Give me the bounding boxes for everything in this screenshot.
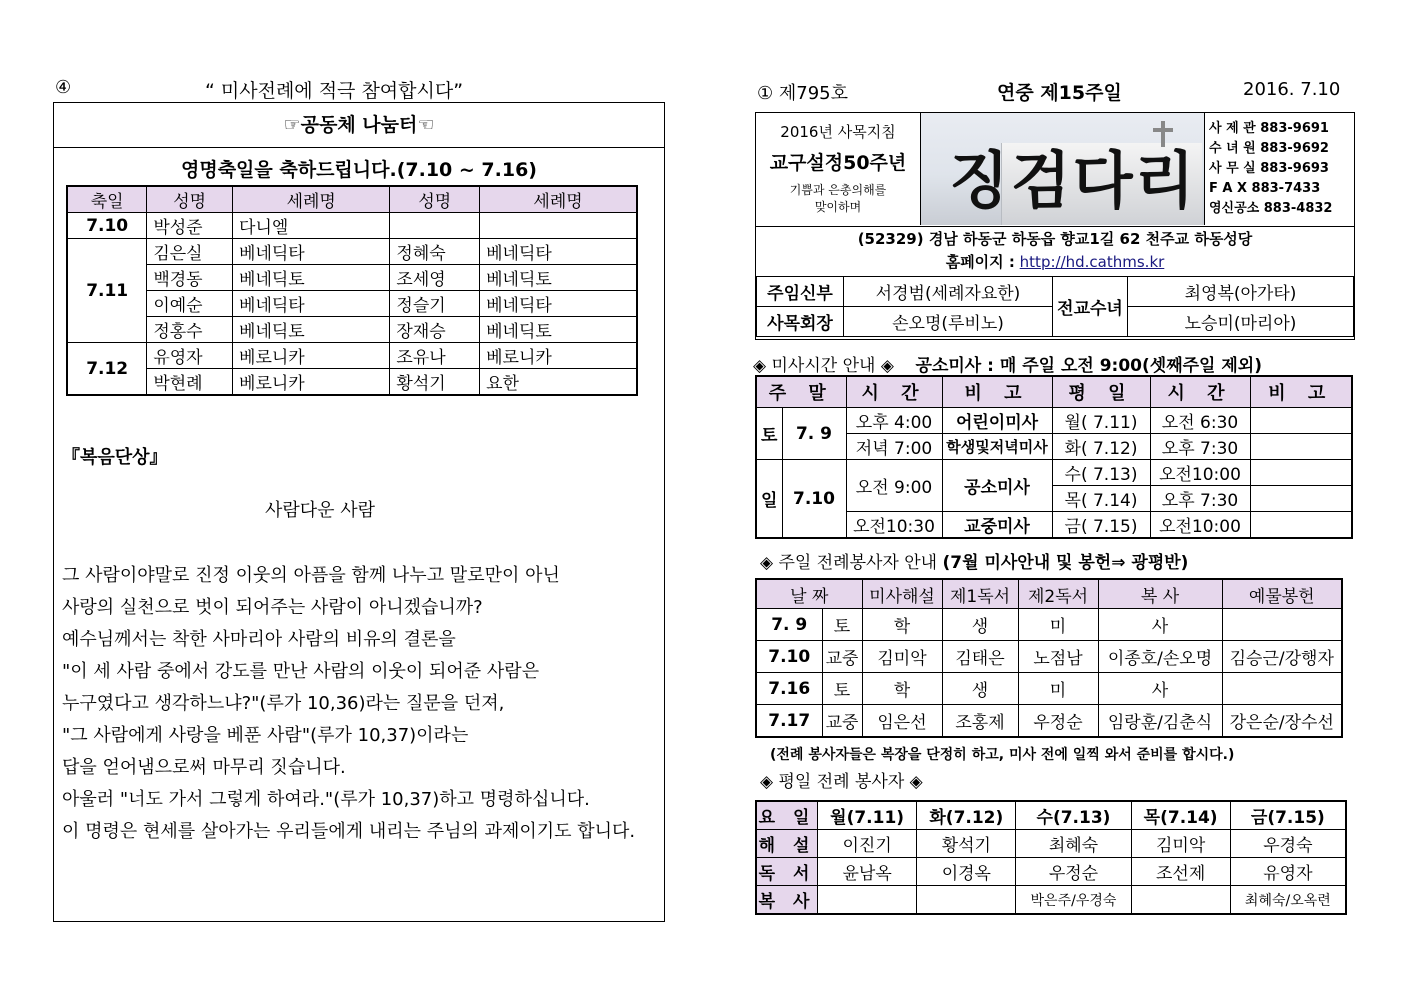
weekday-note <box>1250 434 1352 460</box>
liturgical-week-title: 연중 제15주일 <box>997 82 1122 104</box>
weekday-time: 오전10:00 <box>1150 512 1250 539</box>
mass-note: 학생및저녁미사 <box>942 434 1052 460</box>
council-label: 사목회장 <box>757 307 844 337</box>
cell: 베네딕타 <box>480 291 637 317</box>
cell <box>917 886 1016 915</box>
weekday-time: 오전10:00 <box>1150 460 1250 486</box>
weekday-date: 수( 7.13) <box>1052 460 1150 486</box>
header-weekend: 주 말 <box>756 376 846 408</box>
cell: 정슬기 <box>390 291 480 317</box>
newsletter-title: 징검다리 <box>949 144 1197 217</box>
pastoral-motto <box>756 113 921 225</box>
header-day: 요 일 <box>756 801 818 830</box>
mass-time: 오전 9:00 <box>846 460 942 512</box>
contact-item: 영신공소 883-4832 <box>1209 201 1333 216</box>
council-name: 손오명(루비노) <box>844 307 1053 337</box>
mass-times-heading <box>753 351 1262 376</box>
cell: 박은주/우경숙 <box>1016 886 1131 915</box>
cell: 베네딕타 <box>233 239 390 265</box>
weekend-day: 토 <box>756 408 782 460</box>
table-row <box>67 369 637 396</box>
header-fri: 금(7.15) <box>1230 801 1346 830</box>
servers-heading-label: ◈ 주일 전례봉사자 안내 <box>760 553 938 573</box>
gospel-reflection-title: 사람다운 사람 <box>264 500 376 521</box>
cell: 베네딕타 <box>233 291 390 317</box>
table-row <box>67 239 637 265</box>
header-baptism-name: 세례명 <box>233 186 390 213</box>
community-section <box>53 102 665 922</box>
cell: 유영자 <box>147 343 233 369</box>
contact-item: F A X 883-7433 <box>1209 181 1321 196</box>
server-date: 7.17 <box>756 705 822 738</box>
cell: 베네딕토 <box>480 317 637 343</box>
header-baptism-name: 세례명 <box>480 186 637 213</box>
header-note: 비 고 <box>942 376 1052 408</box>
sunday-servers-table <box>755 578 1343 738</box>
cell: 김미악 <box>862 641 942 673</box>
cell: 최혜숙 <box>1016 830 1131 858</box>
cell: 미 <box>1018 609 1098 641</box>
header-mon: 월(7.11) <box>818 801 917 830</box>
sister-name: 노승미(마리아) <box>1128 307 1354 337</box>
reflection-line: 답을 얻어냄으로써 마무리 짓습니다. <box>62 757 346 778</box>
mass-table-header <box>756 376 1352 408</box>
feast-date: 7.10 <box>67 213 147 239</box>
contact-item: 사 무 실 883-9693 <box>1209 161 1329 176</box>
cell: 임랑훈/김춘식 <box>1098 705 1222 738</box>
role-label: 독 서 <box>756 858 818 886</box>
homepage-label: 홈페이지 : <box>945 253 1015 271</box>
cell: 우경숙 <box>1230 830 1346 858</box>
header-wed: 수(7.13) <box>1016 801 1131 830</box>
reflection-line: 그 사람이야말로 진정 이웃의 아픔을 함께 나누고 말로만이 아닌 <box>62 565 560 586</box>
cell: 강은순/장수선 <box>1222 705 1342 738</box>
left-page-number: ④ <box>55 77 72 98</box>
server-mass-type: 교중 <box>822 641 862 673</box>
header-thu: 목(7.14) <box>1131 801 1230 830</box>
weekend-date: 7. 9 <box>782 408 846 460</box>
cell: 베네딕토 <box>480 265 637 291</box>
table-row <box>756 858 1346 886</box>
table-row <box>756 512 1352 539</box>
weekday-date: 금( 7.15) <box>1052 512 1150 539</box>
table-row <box>67 213 637 239</box>
cell: 베네딕타 <box>480 239 637 265</box>
table-row <box>756 434 1352 460</box>
role-label: 해 설 <box>756 830 818 858</box>
cell: 학 <box>862 609 942 641</box>
table-row <box>756 886 1346 915</box>
cell <box>818 886 917 915</box>
reflection-line: 누구였다고 생각하느냐?"(루가 10,36)라는 질문을 던져, <box>62 693 505 714</box>
feast-date: 7.12 <box>67 343 147 396</box>
server-mass-type: 교중 <box>822 705 862 738</box>
header-commentator: 미사해설 <box>862 579 942 609</box>
cell: 김은실 <box>147 239 233 265</box>
server-date: 7.16 <box>756 673 822 705</box>
homepage-link[interactable]: http://hd.cathms.kr <box>1019 253 1165 271</box>
weekday-time: 오후 7:30 <box>1150 486 1250 512</box>
weekday-servers-table <box>755 800 1347 915</box>
table-row <box>757 277 1354 307</box>
cell: 요한 <box>480 369 637 396</box>
left-page-motto: “ 미사전례에 적극 참여합시다” <box>205 80 464 102</box>
cell: 임은선 <box>862 705 942 738</box>
pastor-name: 서경범(세례자요한) <box>844 277 1053 307</box>
cell: 김태은 <box>942 641 1018 673</box>
sister-label: 전교수녀 <box>1053 277 1128 337</box>
weekday-note <box>1250 460 1352 486</box>
cell: 학 <box>862 673 942 705</box>
weekday-servers-heading: ◈ 평일 전례 봉사자 ◈ <box>760 772 923 792</box>
header-name: 성명 <box>147 186 233 213</box>
header-time: 시 간 <box>846 376 942 408</box>
cell: 황석기 <box>390 369 480 396</box>
cell: 이진기 <box>818 830 917 858</box>
newsletter-banner <box>921 113 1204 225</box>
weekend-date: 7.10 <box>782 460 846 539</box>
motto-sub: 기쁨과 은총의해를 <box>789 183 887 197</box>
mass-times-table <box>755 375 1353 539</box>
mass-heading-label: ◈ 미사시간 안내 ◈ <box>753 356 894 376</box>
servers-heading-note: (7월 미사안내 및 봉헌⇒ 광평반) <box>942 553 1189 573</box>
weekday-time: 오전 6:30 <box>1150 408 1250 434</box>
weekday-table-header <box>756 801 1346 830</box>
cell: 사 <box>1098 609 1222 641</box>
cell: 박현례 <box>147 369 233 396</box>
issue-number: ① 제795호 <box>757 83 848 104</box>
header-weekday: 평 일 <box>1052 376 1150 408</box>
servers-table-header <box>756 579 1342 609</box>
cell: 조유나 <box>390 343 480 369</box>
cell: 우정순 <box>1016 858 1131 886</box>
cell: 우정순 <box>1018 705 1098 738</box>
cell: 조선제 <box>1131 858 1230 886</box>
mass-time: 저녁 7:00 <box>846 434 942 460</box>
cell: 최혜숙/오옥련 <box>1230 886 1346 915</box>
gospel-reflection-body <box>62 561 635 849</box>
header-first-reading: 제1독서 <box>942 579 1018 609</box>
reflection-line: 사랑의 실천으로 벗이 되어주는 사람이 아니겠습니까? <box>62 597 483 618</box>
table-row <box>756 830 1346 858</box>
cell: 생 <box>942 673 1018 705</box>
cell: 정홍수 <box>147 317 233 343</box>
mass-note: 어린이미사 <box>942 408 1052 434</box>
cell: 이예순 <box>147 291 233 317</box>
issue-date: 2016. 7.10 <box>1243 79 1341 100</box>
header-time: 시 간 <box>1150 376 1250 408</box>
cell: 유영자 <box>1230 858 1346 886</box>
cell <box>390 213 480 239</box>
table-row <box>67 317 637 343</box>
server-date: 7. 9 <box>756 609 822 641</box>
cell: 미 <box>1018 673 1098 705</box>
table-row <box>756 609 1342 641</box>
header-feast-date: 축일 <box>67 186 147 213</box>
header-date: 날 짜 <box>756 579 862 609</box>
cell: 김승근/강행자 <box>1222 641 1342 673</box>
header-second-reading: 제2독서 <box>1018 579 1098 609</box>
cell: 노점남 <box>1018 641 1098 673</box>
weekday-note <box>1250 408 1352 434</box>
reflection-line: 예수님께서는 착한 사마리아 사람의 비유의 결론을 <box>62 629 456 650</box>
contact-list <box>1204 113 1355 225</box>
clergy-table <box>756 276 1354 337</box>
feast-table-header <box>67 186 637 213</box>
table-row <box>67 291 637 317</box>
weekday-time: 오후 7:30 <box>1150 434 1250 460</box>
cell: 베로니카 <box>233 369 390 396</box>
table-row <box>756 705 1342 738</box>
cell: 장재승 <box>390 317 480 343</box>
feast-date: 7.11 <box>67 239 147 343</box>
cell: 이경옥 <box>917 858 1016 886</box>
motto-year: 2016년 사목지침 <box>780 123 896 141</box>
cell: 이종호/손오명 <box>1098 641 1222 673</box>
homepage-line <box>756 251 1354 275</box>
contact-item: 수 녀 원 883-9692 <box>1209 141 1329 156</box>
mass-note: 교중미사 <box>942 512 1052 539</box>
feast-day-table <box>66 185 638 396</box>
cell: 베네딕토 <box>233 317 390 343</box>
server-date: 7.10 <box>756 641 822 673</box>
pastor-label: 주임신부 <box>757 277 844 307</box>
community-section-title: ☞공동체 나눔터☜ <box>54 103 664 148</box>
mission-mass-note: 공소미사 : 매 주일 오전 9:00(셋째주일 제외) <box>915 356 1262 376</box>
table-row <box>67 343 637 369</box>
motto-main: 교구설정50주년 <box>769 152 907 174</box>
contact-item: 사 제 관 883-9691 <box>1209 121 1329 136</box>
cell: 조홍제 <box>942 705 1018 738</box>
table-row <box>756 673 1342 705</box>
role-label: 복 사 <box>756 886 818 915</box>
cell: 김미악 <box>1131 830 1230 858</box>
sunday-servers-heading <box>760 548 1188 573</box>
cell: 베네딕토 <box>233 265 390 291</box>
cell: 정혜숙 <box>390 239 480 265</box>
gospel-reflection-label: 『복음단상』 <box>62 447 168 468</box>
church-address: (52329) 경남 하동군 하동읍 향교1길 62 천주교 하동성당 <box>756 226 1354 251</box>
cell <box>1222 673 1342 705</box>
cell: 조세영 <box>390 265 480 291</box>
weekend-day: 일 <box>756 460 782 539</box>
reflection-line: "그 사람에게 사랑을 베푼 사람"(루가 10,37)이라는 <box>62 725 469 746</box>
cell: 베로니카 <box>233 343 390 369</box>
table-row <box>756 460 1352 486</box>
weekday-date: 목( 7.14) <box>1052 486 1150 512</box>
cell: 윤남옥 <box>818 858 917 886</box>
weekday-note <box>1250 486 1352 512</box>
table-row <box>756 641 1342 673</box>
servers-footnote: (전례 봉사자들은 복장을 단정히 하고, 미사 전에 일찍 와서 준비를 합시다.) <box>770 747 1235 763</box>
masthead <box>755 112 1355 340</box>
cell: 박성준 <box>147 213 233 239</box>
table-row <box>756 408 1352 434</box>
header-note: 비 고 <box>1250 376 1352 408</box>
weekday-date: 화( 7.12) <box>1052 434 1150 460</box>
header-altar-server: 복 사 <box>1098 579 1222 609</box>
cell <box>480 213 637 239</box>
motto-sub: 맞이하며 <box>814 200 862 214</box>
cell: 다니엘 <box>233 213 390 239</box>
header-offertory: 예물봉헌 <box>1222 579 1342 609</box>
mass-time: 오전10:30 <box>846 512 942 539</box>
server-mass-type: 토 <box>822 673 862 705</box>
cell: 베로니카 <box>480 343 637 369</box>
reflection-line: 이 명령은 현세를 살아가는 우리들에게 내리는 주님의 과제이기도 합니다. <box>62 821 636 842</box>
cell <box>1131 886 1230 915</box>
sister-name: 최영복(아가타) <box>1128 277 1354 307</box>
feast-day-title: 영명축일을 축하드립니다.(7.10 ~ 7.16) <box>180 159 537 181</box>
weekday-note <box>1250 512 1352 539</box>
weekday-date: 월( 7.11) <box>1052 408 1150 434</box>
cell: 황석기 <box>917 830 1016 858</box>
server-mass-type: 토 <box>822 609 862 641</box>
cell: 백경동 <box>147 265 233 291</box>
mass-note: 공소미사 <box>942 460 1052 512</box>
mass-time: 오후 4:00 <box>846 408 942 434</box>
cell: 사 <box>1098 673 1222 705</box>
header-tue: 화(7.12) <box>917 801 1016 830</box>
reflection-line: 아울러 "너도 가서 그렇게 하여라."(루가 10,37)하고 명령하십니다. <box>62 789 590 810</box>
reflection-line: "이 세 사람 중에서 강도를 만난 사람의 이웃이 되어준 사람은 <box>62 661 540 682</box>
cell <box>1222 609 1342 641</box>
cell: 생 <box>942 609 1018 641</box>
table-row <box>67 265 637 291</box>
header-name: 성명 <box>390 186 480 213</box>
